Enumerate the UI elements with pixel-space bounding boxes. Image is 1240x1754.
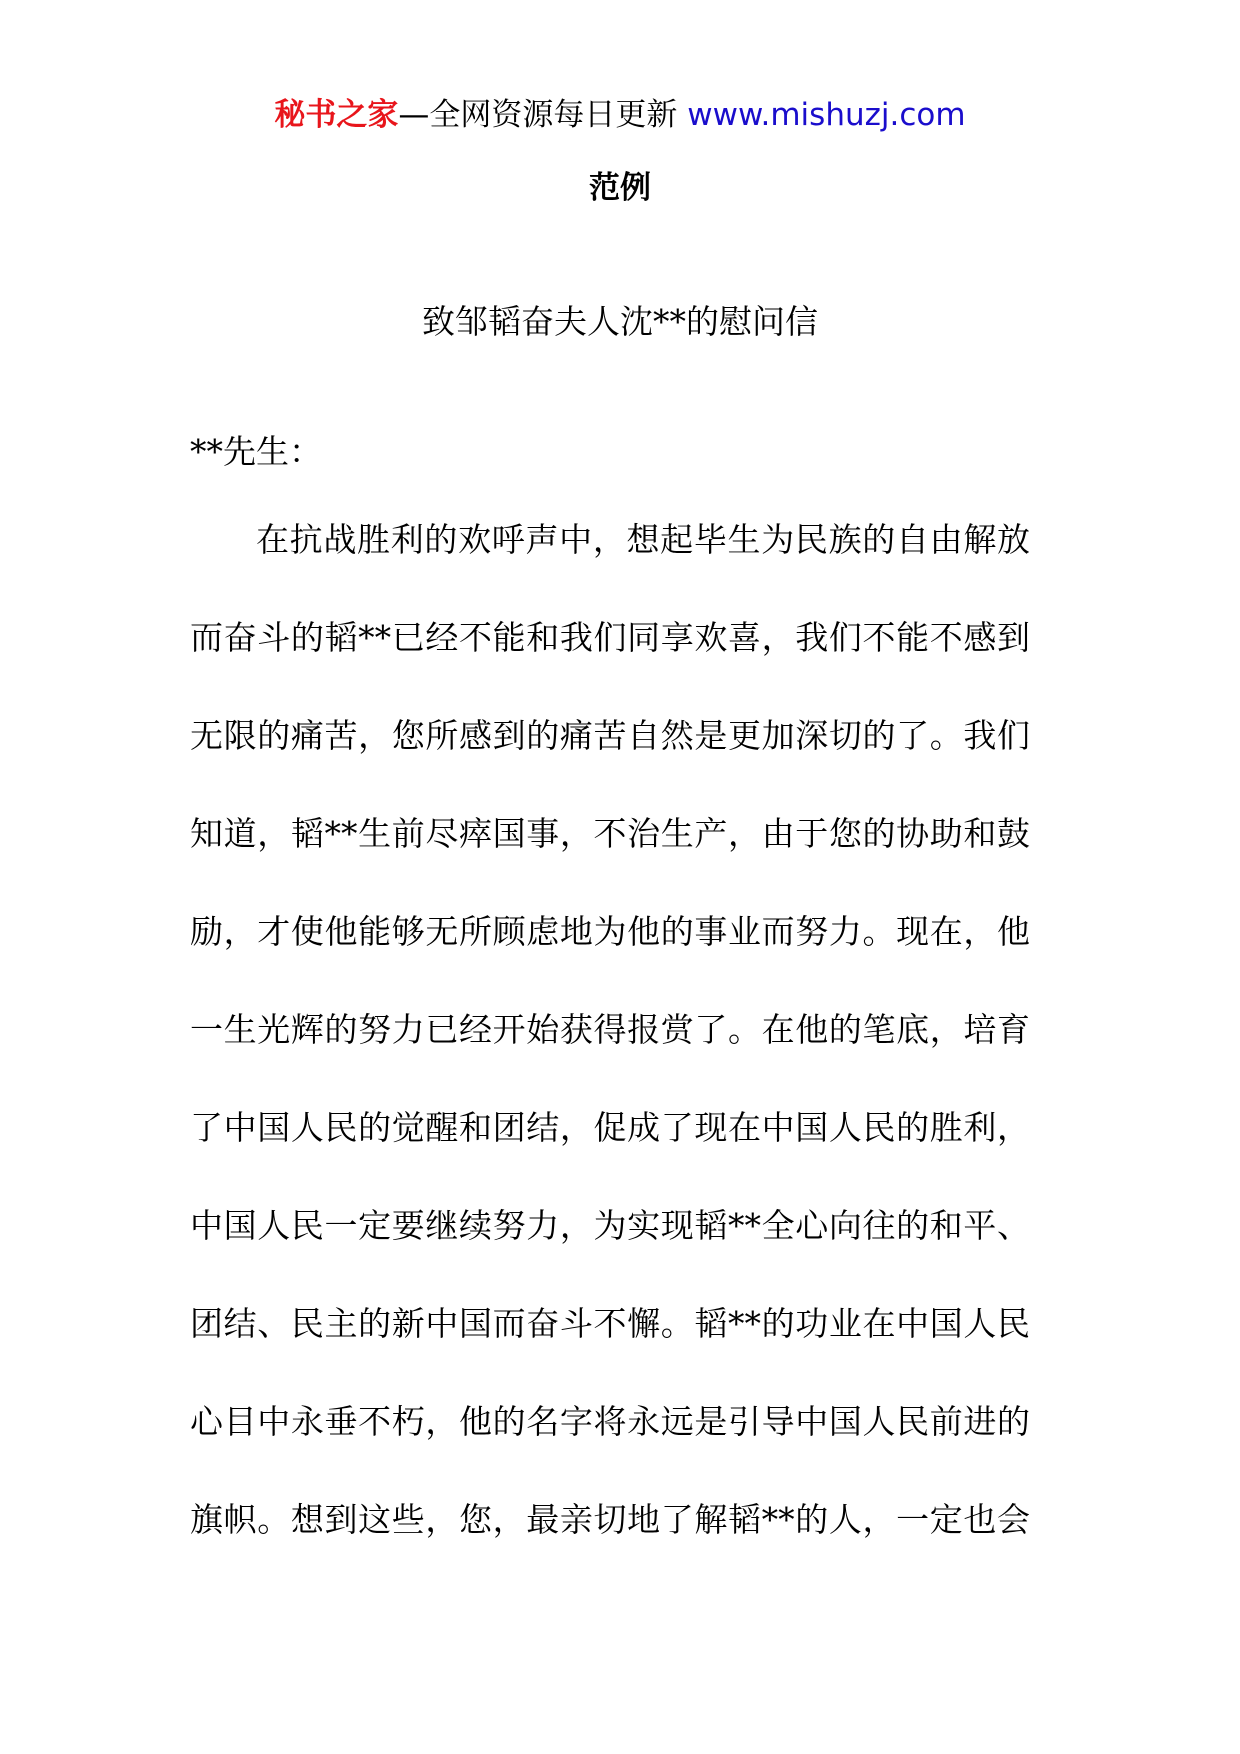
site-header <box>0 95 1240 135</box>
site-slogan: —全网资源每日更新 <box>398 97 688 133</box>
site-url-link[interactable]: www.mishuzj.com <box>687 97 966 133</box>
letter-salutation: **先生： <box>190 432 322 471</box>
body-line: 知道，韬**生前尽瘁国事，不治生产，由于您的协助和鼓 <box>190 814 1030 853</box>
body-line: 团结、民主的新中国而奋斗不懈。韬**的功业在中国人民 <box>190 1304 1030 1343</box>
site-name: 秘书之家 <box>274 97 399 133</box>
body-line: 了中国人民的觉醒和团结，促成了现在中国人民的胜利， <box>190 1108 1030 1147</box>
body-line: 旗帜。想到这些，您，最亲切地了解韬**的人，一定也会 <box>190 1500 1030 1539</box>
body-line: 心目中永垂不朽，他的名字将永远是引导中国人民前进的 <box>190 1402 1030 1441</box>
letter-body <box>190 518 1030 1596</box>
body-line: 而奋斗的韬**已经不能和我们同享欢喜，我们不能不感到 <box>190 618 1030 657</box>
body-line: 一生光辉的努力已经开始获得报赏了。在他的笔底，培育 <box>190 1010 1030 1049</box>
body-line: 中国人民一定要继续努力，为实现韬**全心向往的和平、 <box>190 1206 1030 1245</box>
body-line: 励，才使他能够无所顾虑地为他的事业而努力。现在，他 <box>190 912 1030 951</box>
body-line: 无限的痛苦，您所感到的痛苦自然是更加深切的了。我们 <box>190 716 1030 755</box>
section-label: 范例 <box>589 170 651 206</box>
body-line: 在抗战胜利的欢呼声中，想起毕生为民族的自由解放 <box>256 520 1030 559</box>
letter-title: 致邹韬奋夫人沈**的慰问信 <box>422 302 818 341</box>
